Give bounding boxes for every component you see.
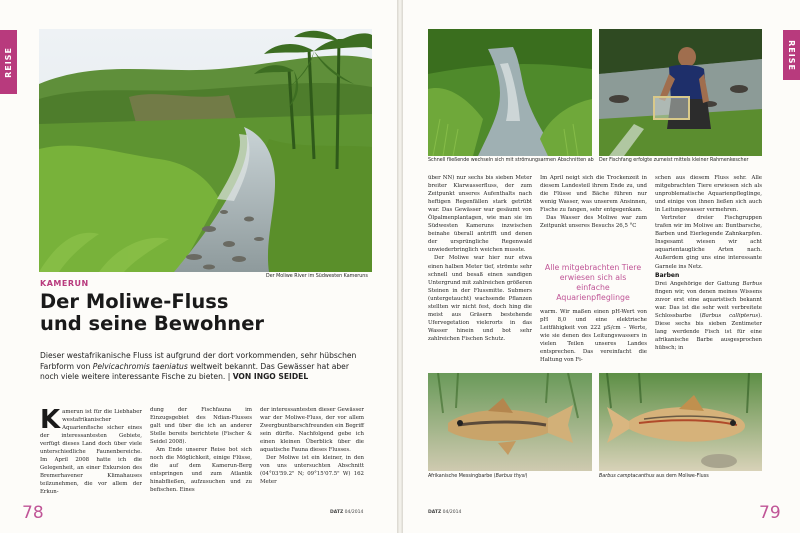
fish-photo-2	[599, 373, 762, 471]
lead-text-2: weltweit bekannt. Das Gewässer hat aber noch viele weitere interessante Fische zu bieten. |	[40, 361, 349, 382]
r-col3-species: Barbus callipterus	[701, 312, 759, 319]
section-tab-label-right: REISE	[787, 39, 797, 71]
col3-paragraph-2: Der Moliwe ist ein kleiner, in den von uns untersuchten Abschnitt (04°03'59.2" N; 09°15'07.5" W) 162 Meter	[260, 455, 364, 486]
fish-photo-1-caption	[428, 474, 527, 479]
footer-brand-left: DATZ	[330, 510, 344, 515]
r-col3-text-b: fingen wir, von denen meines Wissens zuvor erst eine aquaristisch bekannt war. Das ist die sehr weit verbreitete Schlossbarbe (	[655, 288, 762, 319]
title-line-2: und seine Bewohner	[40, 312, 265, 335]
stream-image	[428, 29, 592, 156]
stream-photo	[428, 29, 592, 156]
right-column-2b	[540, 308, 647, 364]
col2-paragraph-1: dung der Fischfauna im Einzugsgebiet des Ndian-Flusses galt und über die ich an anderer Stelle bereits berichtete (Fischer & Seidel 2008).	[150, 407, 252, 446]
section-tab-left	[0, 30, 17, 94]
article-kicker: KAMERUN	[40, 279, 89, 288]
r-col2-paragraph-1: Im April neigt sich die Trockenzeit in diesem Landesteil ihrem Ende zu, und die Flüsse und Bäche führen nur wenig Wasser, was unserem Ansinnen, Fische zu fangen, sehr entgegenkam.	[540, 175, 647, 214]
drop-cap: K	[40, 405, 61, 435]
left-column-3	[260, 406, 364, 486]
left-column-2	[150, 406, 252, 495]
col1-paragraph: amerun ist für die Liebhaber westafrikanischer Aquarienfische sicher eines der interessantesten Gebiete, verfügt dieses Land doch über viele unterschiedliche Faunenbereiche. Im April 2008 hatte ich die Gelegenheit, an einer Exkursion des Bremerhavener Klimahauses teilzunehmen, die vor allem der Erkun-	[40, 409, 142, 496]
river-landscape-image	[39, 29, 372, 272]
footer-left	[330, 510, 363, 515]
fishing-photo-caption: Der Fischfang erfolgte zumeist mittels kleiner Rahmenkescher	[599, 158, 749, 163]
lead-text-1: Dieser westafrikanische Fluss ist aufgrund der dort vorkommenden, sehr hübschen Farbform von	[40, 351, 357, 371]
fish-photo-1	[428, 373, 592, 471]
article-title	[40, 291, 370, 335]
right-column-3	[655, 174, 762, 352]
r-col2-paragraph-3: warm. Wir maßen einen pH-Wert von pH 8,0 und eine elektrische Leitfähigkeit von 222 µS/cm – Werte, wie sie denen des Leitungswassers in vielen Teilen unseres Landes entsprechen. Das vereinfacht die Haltung von Fi-	[540, 309, 647, 364]
barben-subheading: Barben	[655, 271, 680, 279]
footer-right	[428, 510, 461, 515]
section-tab-right	[783, 30, 800, 80]
r-col2-paragraph-2: Das Wasser des Moliwe war zum Zeitpunkt unseres Besuchs 26,5 °C	[540, 215, 647, 230]
article-lead	[40, 351, 366, 383]
col3-paragraph-1: der interessantesten dieser Gewässer war der Moliwe-Fluss, der vor allem Zwergbuntbarschfreunden ein Begriff sein dürfte. Nachfolgend gebe ich einen kleinen Überblick über die aquatische Fauna dieses Flusses.	[260, 407, 365, 454]
r-col3-paragraph-2: Vertreter dreier Fischgruppen trafen wir im Moliwe an: Buntbarsche, Barben und Eierlegende Zahnkarpfen. Insgesamt wiesen wir acht aquarientaugliche Arten nach. Außerdem ging uns eine interessante Garnele ins Netz.	[655, 215, 762, 270]
camptacanthus-image	[599, 373, 762, 471]
page-number-left: 78	[22, 503, 44, 523]
fish-photo-2-caption	[599, 474, 709, 479]
r-col3-text-c: ). Diese sechs bis sieben Zentimeter lang werdende Fisch ist für eine afrikanische Barbe ausgesprochen hübsch; in	[655, 312, 762, 351]
r-col3-text-a: Drei Angehörige der Gattung	[655, 280, 743, 287]
fish1-caption-species: Barbus thysi	[495, 474, 526, 479]
stream-photo-caption: Schnell fließende wechseln sich mit strömungsarmen Abschnitten ab	[428, 158, 594, 163]
r-col3-paragraph-1: schen aus diesem Fluss sehr. Alle mitgebrachten Tiere erwiesen sich als unproblematische Aquarienpfleglinge, und einige von ihnen ließen sich auch in Leitungswasser vermehren.	[655, 175, 762, 214]
footer-issue-right: 04/2014	[442, 510, 462, 515]
fish1-caption-a: Afrikanische Messingbarbe (	[428, 474, 496, 479]
left-page	[0, 0, 397, 533]
page-number-right: 79	[759, 503, 781, 523]
left-column-1	[40, 405, 142, 497]
pull-quote: Alle mitgebrachten Tiere erwiesen sich als einfache Aquarienpfleglinge	[544, 263, 642, 302]
lead-author: VON INGO SEIDEL	[232, 372, 309, 382]
right-column-2	[540, 174, 647, 230]
fishing-photo	[599, 29, 762, 156]
moliwe-river-photo	[39, 29, 372, 272]
right-column-1	[428, 174, 532, 343]
footer-brand-right: DATZ	[428, 510, 442, 515]
footer-issue-left: 04/2014	[344, 510, 364, 515]
section-tab-label: REISE	[4, 46, 14, 78]
r-col3-paragraph-3	[655, 280, 762, 352]
fish2-caption-species: Barbus camptacanthus	[599, 474, 655, 479]
fishing-image	[599, 29, 762, 156]
main-photo-caption: Der Moliwe River im Südwesten Kameruns	[266, 274, 368, 279]
messingbarbe-image	[428, 373, 592, 471]
right-page	[403, 0, 800, 533]
title-line-1: Der Moliwe-Fluss	[40, 290, 229, 313]
lead-species-name: Pelvicachromis taeniatus	[92, 361, 188, 371]
fish2-caption-a: aus dem Moliwe-Fluss	[654, 474, 709, 479]
r-col3-genus: Barbus	[742, 280, 762, 287]
fish1-caption-b: )	[525, 474, 528, 479]
r-col1-paragraph-1: über NN) nur sechs bis sieben Meter breiter Klarwasserfluss, der zum Zeitpunkt unseres Aufenthalts nach heftigen Regenfällen stark getrübt war. Das Gewässer war gesäumt von Ölpalmenplantagen, wie man sie im Südwesten Kameruns inzwischen beinahe überall antrifft und denen der ursprüngliche Regenwald unwiederbringlich weichen musste.	[428, 175, 532, 254]
col2-paragraph-2: Am Ende unserer Reise bot sich noch die Möglichkeit, einige Flüsse, die auf dem Kamerun-Berg entspringen und zum Atlantik hinabfließen, aufzusuchen und zu befischen. Eines	[150, 447, 252, 494]
r-col1-paragraph-2: Der Moliwe war hier nur etwa einen halben Meter tief, strömte sehr schnell und besaß einen sandigen Untergrund mit zahlreichen größeren Steinen in der Flussmitte. Submers (untergetaucht) wachsende Pflanzen stellten wir nicht fest, doch hing die meist aus Gräsern bestehende Ufervegetation vielerorts in das Wasser hinein und bot sehr zahlreichen Fischen Schutz.	[428, 255, 532, 342]
